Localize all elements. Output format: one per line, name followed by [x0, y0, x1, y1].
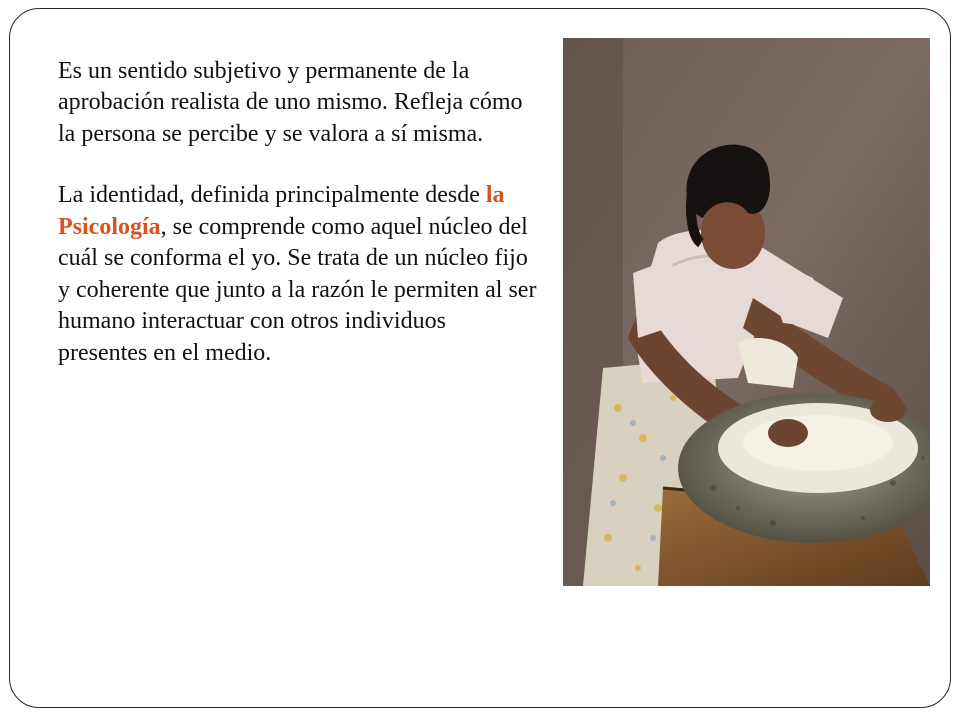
- paragraph-identity: [58, 180, 538, 369]
- psychology-highlight: la Psicología: [58, 182, 505, 240]
- paragraph-2-start: La identidad, definida principalmente desde: [58, 182, 486, 209]
- paragraph-1-text: Es un sentido subjetivo y permanente de la aprobación realista de uno mismo. Refleja cómo la persona se percibe y se valora a sí misma.: [58, 58, 523, 147]
- paragraph-2-end: , se comprende como aquel núcleo del cuál se conforma el yo. Se trata de un núcleo fijo y coherente que junto a la razón le permiten al ser humano interactuar con otros individuos presentes en el medio.: [58, 213, 537, 366]
- photo-woman-grinding-metate: [563, 38, 930, 586]
- paragraph-self-esteem: [58, 56, 538, 150]
- body-text: [58, 56, 538, 369]
